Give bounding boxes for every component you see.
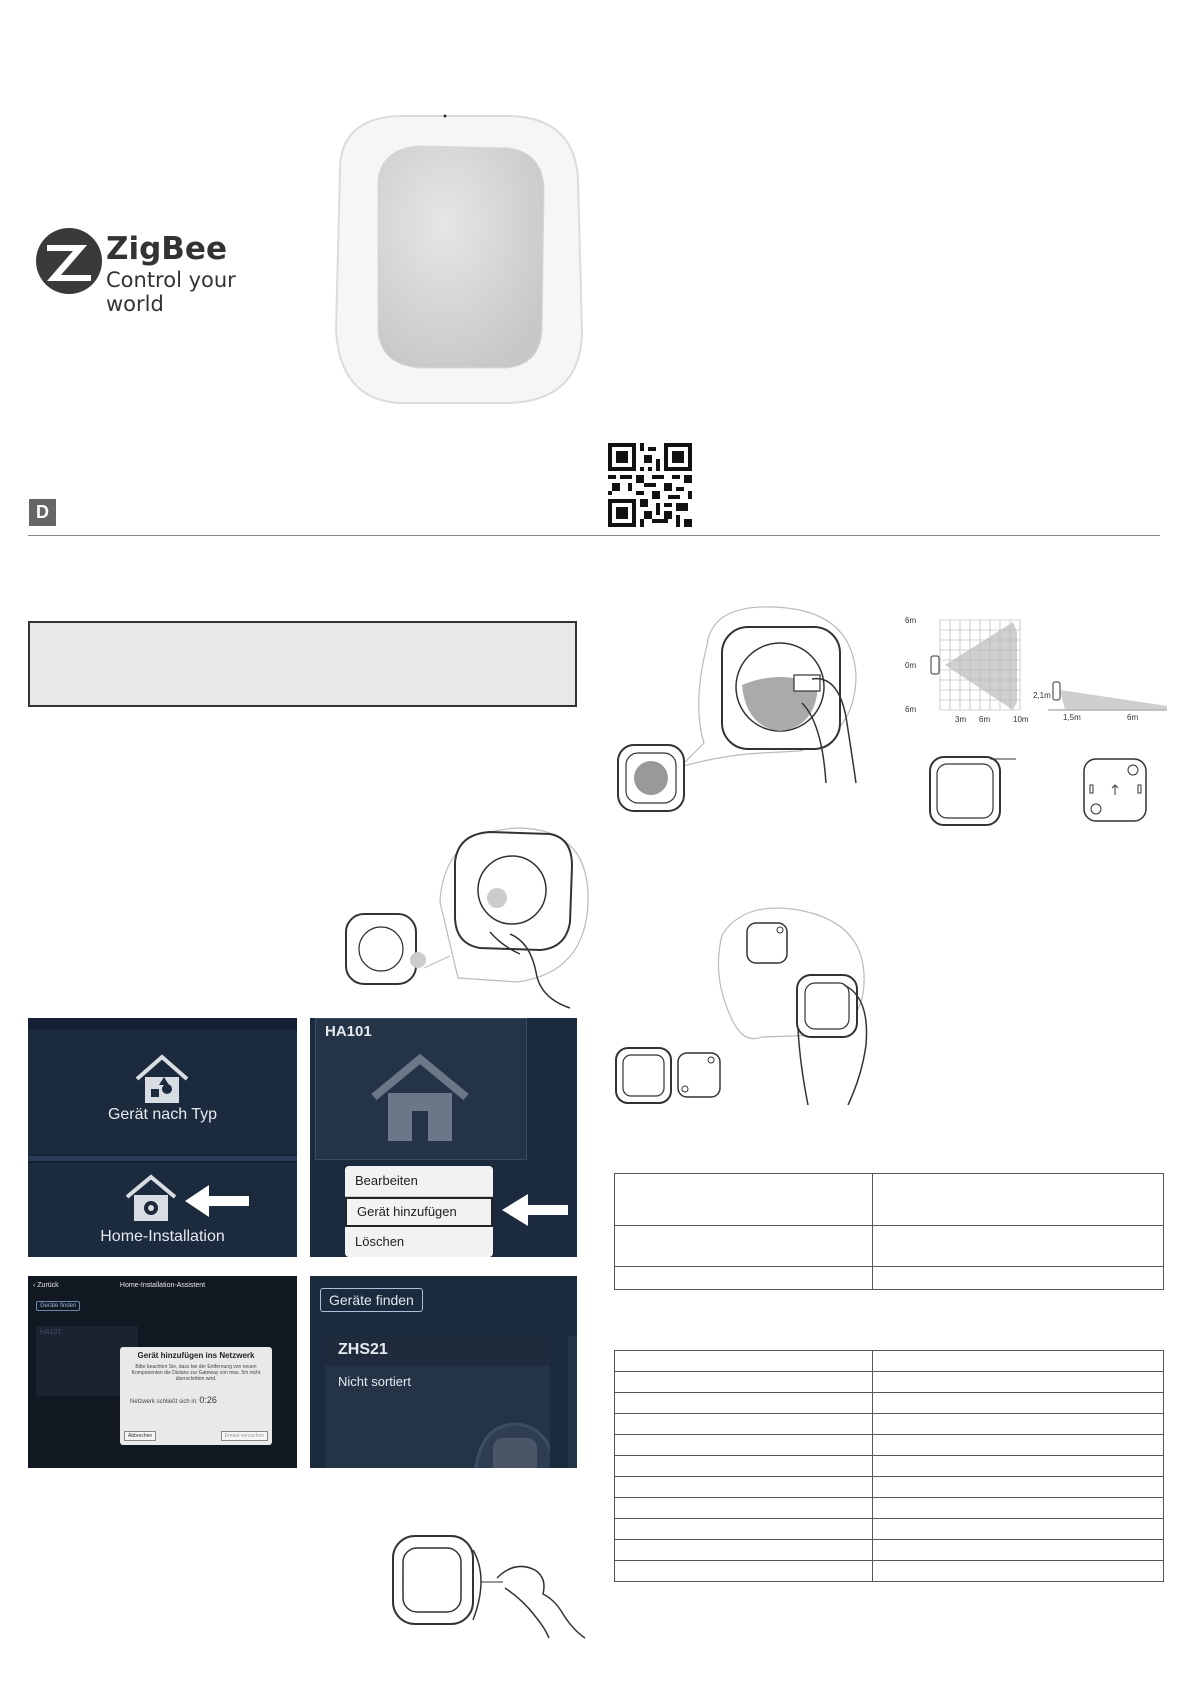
- context-menu: [345, 1166, 493, 1257]
- sensor-thumbnail: [465, 1406, 550, 1468]
- cancel-button[interactable]: Abbrechen: [124, 1431, 156, 1441]
- zigbee-logo-icon: [33, 225, 105, 297]
- menu-item-device-type[interactable]: Gerät nach Typ: [107, 1106, 218, 1123]
- zigbee-logo: [33, 225, 283, 316]
- screen-installation-wizard: [28, 1276, 297, 1468]
- table-top: [614, 1173, 1164, 1290]
- label-6m-bottom: 6m: [905, 705, 917, 714]
- note-box: [28, 621, 577, 707]
- sensor-back-view: [1082, 757, 1150, 825]
- home-installation-icon[interactable]: [123, 1173, 179, 1223]
- screen-find-devices: [310, 1276, 577, 1468]
- dialog-text: Bitte beachten Sie, dass bei der Entfernung von neuen Komponenten die Distanz zur Gateway von max. 5m nicht überschritten wird.: [131, 1364, 261, 1382]
- table-specs: [614, 1350, 1164, 1582]
- zigbee-brand: ZigBee: [106, 231, 227, 267]
- dialog-title: Gerät hinzufügen ins Netzwerk: [137, 1351, 255, 1360]
- retry-button[interactable]: Erneut versuchen: [221, 1431, 268, 1441]
- device-name: ZHS21: [338, 1341, 388, 1358]
- label-3m: 3m: [955, 715, 967, 724]
- device-status: Nicht sortiert: [338, 1374, 411, 1389]
- label-1-5m: 1,5m: [1063, 713, 1081, 722]
- screen-device-type: [28, 1018, 297, 1257]
- home-type-icon[interactable]: [133, 1053, 191, 1105]
- label-6m-top: 6m: [905, 616, 917, 625]
- label-6m-x: 6m: [979, 715, 991, 724]
- zigbee-tagline: Control your world: [106, 268, 236, 316]
- back-link[interactable]: ‹ Zurück: [33, 1282, 59, 1289]
- find-devices-button[interactable]: Geräte finden: [320, 1288, 423, 1312]
- menu-delete[interactable]: Löschen: [355, 1234, 405, 1249]
- home-icon: [370, 1053, 470, 1143]
- find-devices-button[interactable]: Geräte finden: [36, 1301, 80, 1311]
- network-dialog: [120, 1347, 272, 1445]
- list-title: HA101: [40, 1329, 62, 1336]
- product-photo: [320, 110, 590, 410]
- label-6m-side: 6m: [1127, 713, 1139, 722]
- menu-add-device[interactable]: Gerät hinzufügen: [345, 1197, 493, 1227]
- label-10m: 10m: [1013, 715, 1029, 724]
- language-badge: D: [29, 499, 56, 526]
- screen-add-device: [310, 1018, 577, 1257]
- back-label: Zurück: [37, 1282, 59, 1289]
- menu-edit[interactable]: Bearbeiten: [345, 1166, 493, 1197]
- label-0m: 0m: [905, 661, 917, 670]
- qr-code: [608, 443, 692, 527]
- arrow-left-icon: [500, 1190, 570, 1230]
- countdown-value: 0:26: [199, 1395, 217, 1405]
- wizard-title: Home-Installation-Assistent: [119, 1282, 206, 1289]
- label-height: 2,1m: [1033, 691, 1051, 700]
- header-divider: [28, 535, 1160, 536]
- menu-item-home-installation[interactable]: Home-Installation: [100, 1228, 225, 1245]
- battery-insert-illustration: [612, 605, 872, 830]
- detection-range-diagram: [905, 612, 1170, 730]
- reset-illustration: [385, 1530, 595, 1640]
- mounting-illustration: [612, 905, 877, 1110]
- countdown-row: [130, 1395, 217, 1405]
- battery-tab-illustration: [340, 822, 590, 1012]
- device-title: HA101: [325, 1023, 372, 1040]
- countdown-label: Netzwerk schließt sich in:: [130, 1399, 198, 1405]
- sensor-front-view: [928, 755, 1018, 827]
- arrow-left-icon: [183, 1181, 251, 1221]
